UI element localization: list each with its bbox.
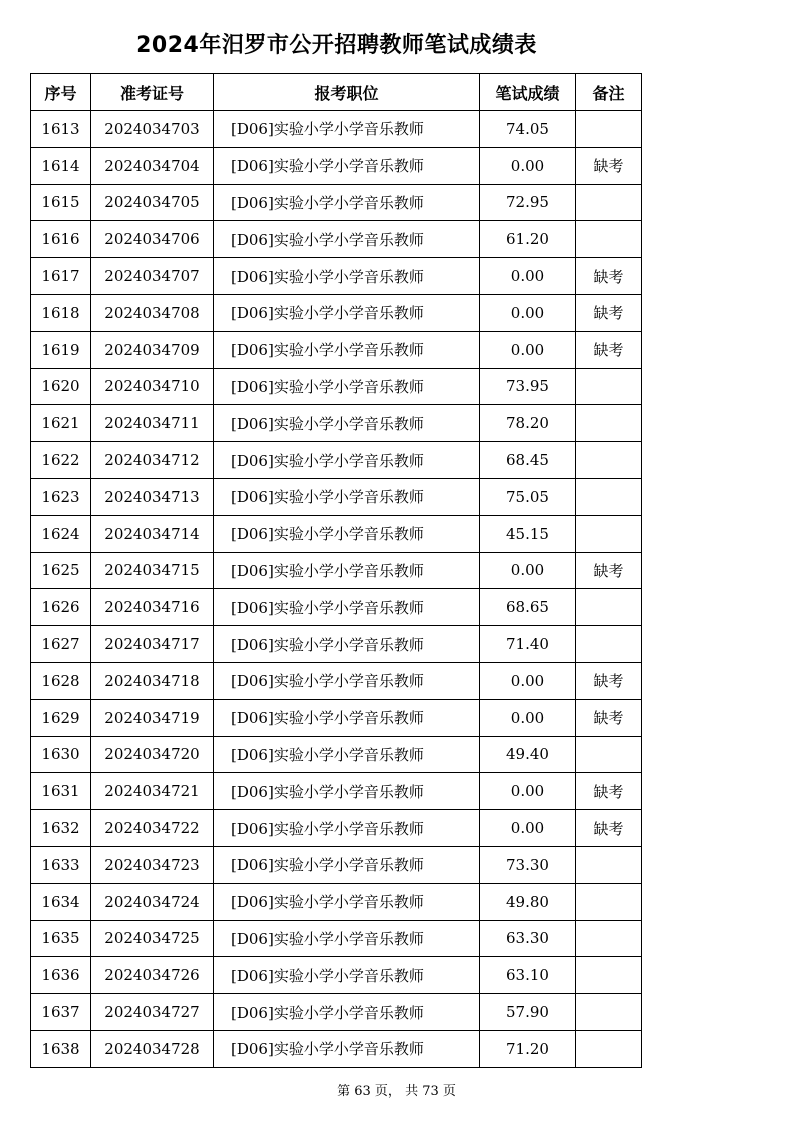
cell-seq: 1632 bbox=[31, 810, 91, 847]
cell-position: [D06]实验小学小学音乐教师 bbox=[214, 626, 480, 663]
cell-exam-id: 2024034723 bbox=[91, 846, 214, 883]
cell-seq: 1626 bbox=[31, 589, 91, 626]
cell-seq: 1638 bbox=[31, 1030, 91, 1067]
cell-seq: 1637 bbox=[31, 994, 91, 1031]
cell-position: [D06]实验小学小学音乐教师 bbox=[214, 589, 480, 626]
cell-position: [D06]实验小学小学音乐教师 bbox=[214, 920, 480, 957]
cell-score: 0.00 bbox=[480, 699, 576, 736]
cell-seq: 1634 bbox=[31, 883, 91, 920]
cell-score: 68.45 bbox=[480, 442, 576, 479]
table-row bbox=[31, 515, 642, 552]
cell-note bbox=[576, 846, 642, 883]
cell-exam-id: 2024034722 bbox=[91, 810, 214, 847]
cell-seq: 1613 bbox=[31, 111, 91, 148]
cell-seq: 1630 bbox=[31, 736, 91, 773]
cell-note bbox=[576, 368, 642, 405]
table-row bbox=[31, 405, 642, 442]
cell-score: 75.05 bbox=[480, 478, 576, 515]
cell-seq: 1618 bbox=[31, 294, 91, 331]
table-row bbox=[31, 662, 642, 699]
cell-score: 49.40 bbox=[480, 736, 576, 773]
cell-exam-id: 2024034713 bbox=[91, 478, 214, 515]
cell-note bbox=[576, 405, 642, 442]
header-exam-id: 准考证号 bbox=[91, 74, 214, 111]
cell-note bbox=[576, 736, 642, 773]
table-row bbox=[31, 221, 642, 258]
cell-note: 缺考 bbox=[576, 147, 642, 184]
cell-position: [D06]实验小学小学音乐教师 bbox=[214, 1030, 480, 1067]
cell-position: [D06]实验小学小学音乐教师 bbox=[214, 258, 480, 295]
cell-exam-id: 2024034705 bbox=[91, 184, 214, 221]
table-row bbox=[31, 258, 642, 295]
table-row bbox=[31, 957, 642, 994]
cell-seq: 1629 bbox=[31, 699, 91, 736]
cell-position: [D06]实验小学小学音乐教师 bbox=[214, 994, 480, 1031]
cell-note bbox=[576, 478, 642, 515]
table-row bbox=[31, 589, 642, 626]
cell-note bbox=[576, 221, 642, 258]
cell-note: 缺考 bbox=[576, 552, 642, 589]
cell-seq: 1627 bbox=[31, 626, 91, 663]
table-row bbox=[31, 883, 642, 920]
cell-score: 57.90 bbox=[480, 994, 576, 1031]
cell-position: [D06]实验小学小学音乐教师 bbox=[214, 478, 480, 515]
table-row bbox=[31, 147, 642, 184]
cell-position: [D06]实验小学小学音乐教师 bbox=[214, 552, 480, 589]
cell-note: 缺考 bbox=[576, 810, 642, 847]
cell-score: 49.80 bbox=[480, 883, 576, 920]
cell-seq: 1633 bbox=[31, 846, 91, 883]
cell-seq: 1631 bbox=[31, 773, 91, 810]
cell-position: [D06]实验小学小学音乐教师 bbox=[214, 736, 480, 773]
cell-exam-id: 2024034716 bbox=[91, 589, 214, 626]
cell-exam-id: 2024034720 bbox=[91, 736, 214, 773]
cell-note: 缺考 bbox=[576, 294, 642, 331]
cell-note bbox=[576, 920, 642, 957]
cell-seq: 1635 bbox=[31, 920, 91, 957]
cell-exam-id: 2024034725 bbox=[91, 920, 214, 957]
cell-score: 73.30 bbox=[480, 846, 576, 883]
cell-score: 45.15 bbox=[480, 515, 576, 552]
cell-position: [D06]实验小学小学音乐教师 bbox=[214, 699, 480, 736]
header-score: 笔试成绩 bbox=[480, 74, 576, 111]
cell-exam-id: 2024034715 bbox=[91, 552, 214, 589]
cell-seq: 1615 bbox=[31, 184, 91, 221]
cell-position: [D06]实验小学小学音乐教师 bbox=[214, 111, 480, 148]
table-row bbox=[31, 1030, 642, 1067]
cell-note: 缺考 bbox=[576, 258, 642, 295]
cell-position: [D06]实验小学小学音乐教师 bbox=[214, 957, 480, 994]
table-row bbox=[31, 994, 642, 1031]
cell-seq: 1617 bbox=[31, 258, 91, 295]
cell-seq: 1636 bbox=[31, 957, 91, 994]
table-row bbox=[31, 552, 642, 589]
table-row bbox=[31, 920, 642, 957]
cell-exam-id: 2024034703 bbox=[91, 111, 214, 148]
cell-exam-id: 2024034714 bbox=[91, 515, 214, 552]
table-row bbox=[31, 294, 642, 331]
cell-score: 63.10 bbox=[480, 957, 576, 994]
cell-score: 74.05 bbox=[480, 111, 576, 148]
cell-position: [D06]实验小学小学音乐教师 bbox=[214, 331, 480, 368]
header-note: 备注 bbox=[576, 74, 642, 111]
cell-position: [D06]实验小学小学音乐教师 bbox=[214, 368, 480, 405]
cell-position: [D06]实验小学小学音乐教师 bbox=[214, 773, 480, 810]
cell-exam-id: 2024034727 bbox=[91, 994, 214, 1031]
cell-score: 0.00 bbox=[480, 294, 576, 331]
cell-position: [D06]实验小学小学音乐教师 bbox=[214, 846, 480, 883]
cell-position: [D06]实验小学小学音乐教师 bbox=[214, 405, 480, 442]
cell-score: 71.40 bbox=[480, 626, 576, 663]
cell-score: 0.00 bbox=[480, 662, 576, 699]
table-row bbox=[31, 442, 642, 479]
table-row bbox=[31, 810, 642, 847]
cell-score: 78.20 bbox=[480, 405, 576, 442]
cell-exam-id: 2024034706 bbox=[91, 221, 214, 258]
cell-position: [D06]实验小学小学音乐教师 bbox=[214, 883, 480, 920]
cell-exam-id: 2024034712 bbox=[91, 442, 214, 479]
table-body bbox=[31, 111, 642, 1068]
cell-note bbox=[576, 184, 642, 221]
cell-score: 0.00 bbox=[480, 258, 576, 295]
cell-score: 72.95 bbox=[480, 184, 576, 221]
cell-seq: 1621 bbox=[31, 405, 91, 442]
cell-exam-id: 2024034709 bbox=[91, 331, 214, 368]
cell-position: [D06]实验小学小学音乐教师 bbox=[214, 442, 480, 479]
cell-position: [D06]实验小学小学音乐教师 bbox=[214, 184, 480, 221]
cell-exam-id: 2024034719 bbox=[91, 699, 214, 736]
cell-exam-id: 2024034704 bbox=[91, 147, 214, 184]
cell-seq: 1628 bbox=[31, 662, 91, 699]
cell-exam-id: 2024034707 bbox=[91, 258, 214, 295]
cell-note: 缺考 bbox=[576, 662, 642, 699]
cell-note: 缺考 bbox=[576, 773, 642, 810]
cell-seq: 1624 bbox=[31, 515, 91, 552]
cell-position: [D06]实验小学小学音乐教师 bbox=[214, 147, 480, 184]
cell-note bbox=[576, 957, 642, 994]
cell-note: 缺考 bbox=[576, 331, 642, 368]
cell-exam-id: 2024034708 bbox=[91, 294, 214, 331]
cell-note bbox=[576, 883, 642, 920]
cell-note: 缺考 bbox=[576, 699, 642, 736]
cell-position: [D06]实验小学小学音乐教师 bbox=[214, 662, 480, 699]
cell-exam-id: 2024034728 bbox=[91, 1030, 214, 1067]
scores-table bbox=[30, 73, 642, 1068]
cell-seq: 1625 bbox=[31, 552, 91, 589]
cell-note bbox=[576, 111, 642, 148]
header-position: 报考职位 bbox=[214, 74, 480, 111]
table-row bbox=[31, 736, 642, 773]
table-row bbox=[31, 478, 642, 515]
cell-note bbox=[576, 994, 642, 1031]
table-header-row bbox=[31, 74, 642, 111]
cell-position: [D06]实验小学小学音乐教师 bbox=[214, 221, 480, 258]
cell-exam-id: 2024034711 bbox=[91, 405, 214, 442]
cell-note bbox=[576, 442, 642, 479]
table-row bbox=[31, 184, 642, 221]
table-row bbox=[31, 626, 642, 663]
table-row bbox=[31, 368, 642, 405]
cell-score: 61.20 bbox=[480, 221, 576, 258]
table-row bbox=[31, 331, 642, 368]
cell-position: [D06]实验小学小学音乐教师 bbox=[214, 515, 480, 552]
table-row bbox=[31, 111, 642, 148]
cell-position: [D06]实验小学小学音乐教师 bbox=[214, 810, 480, 847]
cell-seq: 1622 bbox=[31, 442, 91, 479]
page-title: 2024年汨罗市公开招聘教师笔试成绩表 bbox=[136, 33, 537, 58]
cell-note bbox=[576, 515, 642, 552]
cell-score: 0.00 bbox=[480, 147, 576, 184]
table-row bbox=[31, 773, 642, 810]
cell-score: 71.20 bbox=[480, 1030, 576, 1067]
cell-score: 0.00 bbox=[480, 773, 576, 810]
table-row bbox=[31, 846, 642, 883]
cell-exam-id: 2024034724 bbox=[91, 883, 214, 920]
table-row bbox=[31, 699, 642, 736]
cell-exam-id: 2024034717 bbox=[91, 626, 214, 663]
cell-exam-id: 2024034726 bbox=[91, 957, 214, 994]
cell-seq: 1619 bbox=[31, 331, 91, 368]
cell-score: 63.30 bbox=[480, 920, 576, 957]
cell-score: 0.00 bbox=[480, 331, 576, 368]
cell-exam-id: 2024034721 bbox=[91, 773, 214, 810]
cell-score: 0.00 bbox=[480, 810, 576, 847]
cell-score: 0.00 bbox=[480, 552, 576, 589]
cell-seq: 1614 bbox=[31, 147, 91, 184]
cell-exam-id: 2024034718 bbox=[91, 662, 214, 699]
cell-exam-id: 2024034710 bbox=[91, 368, 214, 405]
cell-note bbox=[576, 626, 642, 663]
cell-seq: 1623 bbox=[31, 478, 91, 515]
cell-note bbox=[576, 1030, 642, 1067]
cell-note bbox=[576, 589, 642, 626]
cell-score: 68.65 bbox=[480, 589, 576, 626]
page-footer bbox=[0, 1082, 793, 1102]
cell-seq: 1616 bbox=[31, 221, 91, 258]
page-number-text: 第 63 页， 共 73 页 bbox=[337, 1084, 456, 1099]
cell-score: 73.95 bbox=[480, 368, 576, 405]
cell-position: [D06]实验小学小学音乐教师 bbox=[214, 294, 480, 331]
header-seq: 序号 bbox=[31, 74, 91, 111]
cell-seq: 1620 bbox=[31, 368, 91, 405]
